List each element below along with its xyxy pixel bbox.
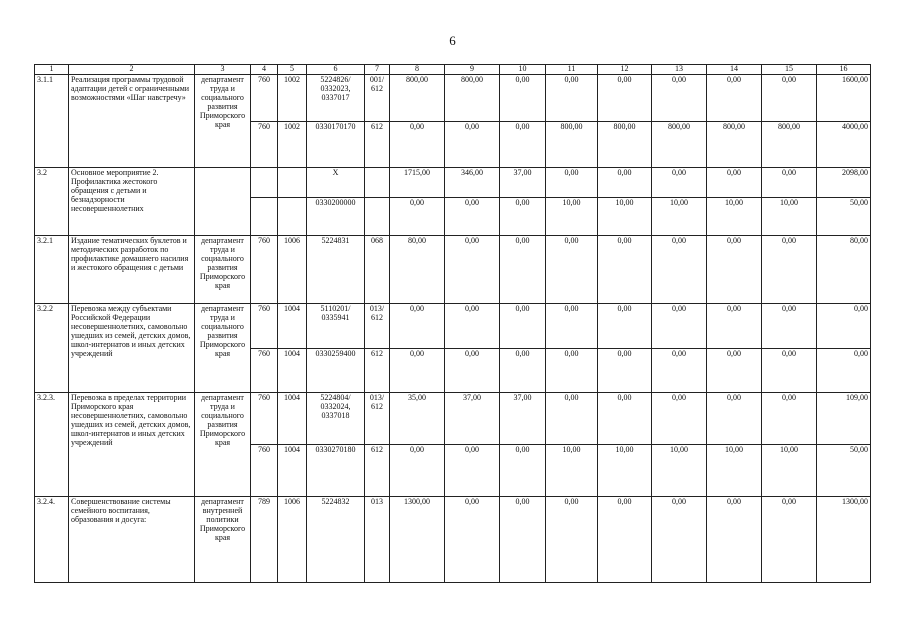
table-row [35,167,871,197]
table-cell: 0,00 [445,496,500,582]
item-number: 3.1.1 [35,74,69,167]
table-cell: 0,00 [762,348,817,392]
table-cell: 10,00 [598,444,652,496]
table-row [35,496,871,582]
item-name: Совершенствование системы семейного воспитания, образования и досуга: [69,496,195,582]
header-cell: 6 [307,65,365,75]
table-cell: 5224832 [307,496,365,582]
header-cell: 11 [546,65,598,75]
header-cell: 9 [445,65,500,75]
table-cell: 760 [251,121,278,167]
table-cell: 0,00 [707,235,762,303]
table-cell: 0,00 [445,444,500,496]
table-cell: 10,00 [598,197,652,235]
page-number: 6 [449,33,456,48]
table-cell [251,167,278,197]
table-cell: 013/ 612 [365,303,390,348]
table-cell: 0,00 [762,392,817,444]
table-cell: 80,00 [817,235,871,303]
item-number: 3.2.3. [35,392,69,496]
table-cell: 0330170170 [307,121,365,167]
budget-table [34,64,871,583]
header-cell: 4 [251,65,278,75]
table-cell: 800,00 [390,74,445,121]
table-cell [278,167,307,197]
table-cell: 001/ 612 [365,74,390,121]
table-row [35,392,871,444]
header-cell: 10 [500,65,546,75]
header-cell: 3 [195,65,251,75]
table-cell [251,197,278,235]
table-cell: 800,00 [598,121,652,167]
table-cell: 10,00 [652,444,707,496]
item-number: 3.2.1 [35,235,69,303]
table-cell: 0,00 [598,74,652,121]
table-cell: 0,00 [707,348,762,392]
table-cell: 10,00 [546,444,598,496]
department: департамент труда и социального развития Приморского края [195,74,251,167]
table-cell: 013 [365,496,390,582]
table-cell: 789 [251,496,278,582]
table-cell: 0,00 [707,496,762,582]
table-cell [365,167,390,197]
table-cell: 0,00 [707,392,762,444]
table-cell: 800,00 [546,121,598,167]
table-cell: 0,00 [500,235,546,303]
table-cell: 1002 [278,121,307,167]
table-cell: 0,00 [546,303,598,348]
table-cell: 0,00 [445,303,500,348]
table-cell: 0330259400 [307,348,365,392]
header-cell: 2 [69,65,195,75]
header-cell: 7 [365,65,390,75]
table-cell: 800,00 [707,121,762,167]
table-cell: 760 [251,74,278,121]
table-cell: 0,00 [445,121,500,167]
department: департамент внутренней политики Приморского края [195,496,251,582]
table-cell: 5224804/ 0332024, 0337018 [307,392,365,444]
table-cell: 0,00 [817,348,871,392]
header-cell: 5 [278,65,307,75]
table-cell: 0,00 [598,348,652,392]
table-cell: 37,00 [500,167,546,197]
table-cell: 1600,00 [817,74,871,121]
header-cell: 15 [762,65,817,75]
table-cell: 50,00 [817,197,871,235]
table-cell: 109,00 [817,392,871,444]
table-cell: 612 [365,444,390,496]
header-cell: 8 [390,65,445,75]
table-cell: 0,00 [762,74,817,121]
table-cell: 0,00 [546,235,598,303]
table-cell: 0,00 [500,444,546,496]
header-cell: 12 [598,65,652,75]
table-cell: 1006 [278,235,307,303]
table-cell: 0,00 [762,496,817,582]
table-cell: 0,00 [598,167,652,197]
table-cell: 0,00 [652,496,707,582]
table-cell: 0,00 [707,167,762,197]
table-cell: 760 [251,235,278,303]
table-cell: 760 [251,444,278,496]
table-cell: 80,00 [390,235,445,303]
table-cell: 10,00 [546,197,598,235]
table-cell: 0,00 [390,348,445,392]
table-cell: 0,00 [652,348,707,392]
table-cell: 0,00 [445,348,500,392]
table-cell: 0,00 [445,197,500,235]
table-cell: 1002 [278,74,307,121]
item-name: Перевозка в пределах территории Приморского края несовершеннолетних, самовольно ушедших из семей, детских домов, школ-интернатов и иных детских учреждений [69,392,195,496]
item-name: Издание тематических буклетов и методических разработок по профилактике домашнего насилия и жестокого обращения с детьми [69,235,195,303]
table-cell: 37,00 [500,392,546,444]
table-cell: 0,00 [445,235,500,303]
header-cell: 1 [35,65,69,75]
table-cell: 0330200000 [307,197,365,235]
table-cell: 1004 [278,444,307,496]
table-cell: 612 [365,348,390,392]
table-cell: 0,00 [762,167,817,197]
department: департамент труда и социального развития Приморского края [195,392,251,496]
item-number: 3.2.4. [35,496,69,582]
table-cell: 0,00 [546,348,598,392]
table-cell: 0,00 [817,303,871,348]
table-cell: 37,00 [445,392,500,444]
table-cell: 35,00 [390,392,445,444]
table-cell: 013/ 612 [365,392,390,444]
table-cell: 0,00 [652,303,707,348]
table-cell: 0,00 [390,303,445,348]
table-cell: 0,00 [500,348,546,392]
table-cell: 800,00 [445,74,500,121]
table-cell: 0,00 [546,167,598,197]
table-cell: 5224831 [307,235,365,303]
header-cell: 16 [817,65,871,75]
table-cell: 760 [251,392,278,444]
item-name: Перевозка между субъектами Российской Федерации несовершеннолетних, самовольно ушедших из семей, детских домов, школ-интернатов и иных детских учреждений [69,303,195,392]
table-row [35,303,871,348]
table-cell: 0,00 [546,496,598,582]
table-cell: 0,00 [598,303,652,348]
table-cell: 5110201/ 0335941 [307,303,365,348]
table-cell: 0,00 [500,74,546,121]
table-cell: 068 [365,235,390,303]
table-cell: 1300,00 [817,496,871,582]
department [195,167,251,235]
table-cell: 0,00 [652,74,707,121]
table-cell: 1006 [278,496,307,582]
department: департамент труда и социального развития Приморского края [195,235,251,303]
department: департамент труда и социального развития Приморского края [195,303,251,392]
table-row [35,235,871,303]
table-cell: 0,00 [598,496,652,582]
table-cell: 10,00 [707,444,762,496]
header-cell: 13 [652,65,707,75]
item-name: Основное мероприятие 2. Профилактика жестокого обращения с детьми и безнадзорности несовершеннолетних [69,167,195,235]
table-cell: 1004 [278,392,307,444]
table-cell: 0,00 [652,392,707,444]
table-cell: 2098,00 [817,167,871,197]
table-cell: X [307,167,365,197]
table-cell: 50,00 [817,444,871,496]
table-cell: 0,00 [598,235,652,303]
table-cell: 0,00 [762,303,817,348]
table-cell: 0,00 [546,74,598,121]
table-cell: 346,00 [445,167,500,197]
table-cell: 10,00 [707,197,762,235]
table-cell: 0,00 [390,197,445,235]
table-cell: 10,00 [762,197,817,235]
item-number: 3.2 [35,167,69,235]
column-number-row [35,65,871,75]
table-cell [278,197,307,235]
table-row [35,74,871,121]
item-name: Реализация программы трудовой адаптации детей с ограниченными возможностями «Шаг навстречу» [69,74,195,167]
table-cell: 0,00 [707,74,762,121]
table-cell: 0,00 [652,167,707,197]
table-cell: 4000,00 [817,121,871,167]
table-cell: 0,00 [500,303,546,348]
table-cell: 0,00 [500,496,546,582]
table-cell: 0,00 [390,121,445,167]
table-cell: 0,00 [762,235,817,303]
item-number: 3.2.2 [35,303,69,392]
table-cell: 800,00 [762,121,817,167]
header-cell: 14 [707,65,762,75]
table-cell: 0,00 [652,235,707,303]
table-cell: 1715,00 [390,167,445,197]
table-cell: 0,00 [500,197,546,235]
table-cell [365,197,390,235]
table-cell: 0,00 [546,392,598,444]
table-cell: 1300,00 [390,496,445,582]
table-cell: 800,00 [652,121,707,167]
table-cell: 0,00 [707,303,762,348]
table-cell: 0,00 [500,121,546,167]
table-cell: 760 [251,303,278,348]
table-cell: 5224826/ 0332023, 0337017 [307,74,365,121]
table-cell: 0330270180 [307,444,365,496]
table-cell: 1004 [278,303,307,348]
table-cell: 10,00 [762,444,817,496]
table-cell: 760 [251,348,278,392]
table-cell: 0,00 [390,444,445,496]
table-cell: 612 [365,121,390,167]
table-cell: 1004 [278,348,307,392]
table-cell: 0,00 [598,392,652,444]
table-cell: 10,00 [652,197,707,235]
